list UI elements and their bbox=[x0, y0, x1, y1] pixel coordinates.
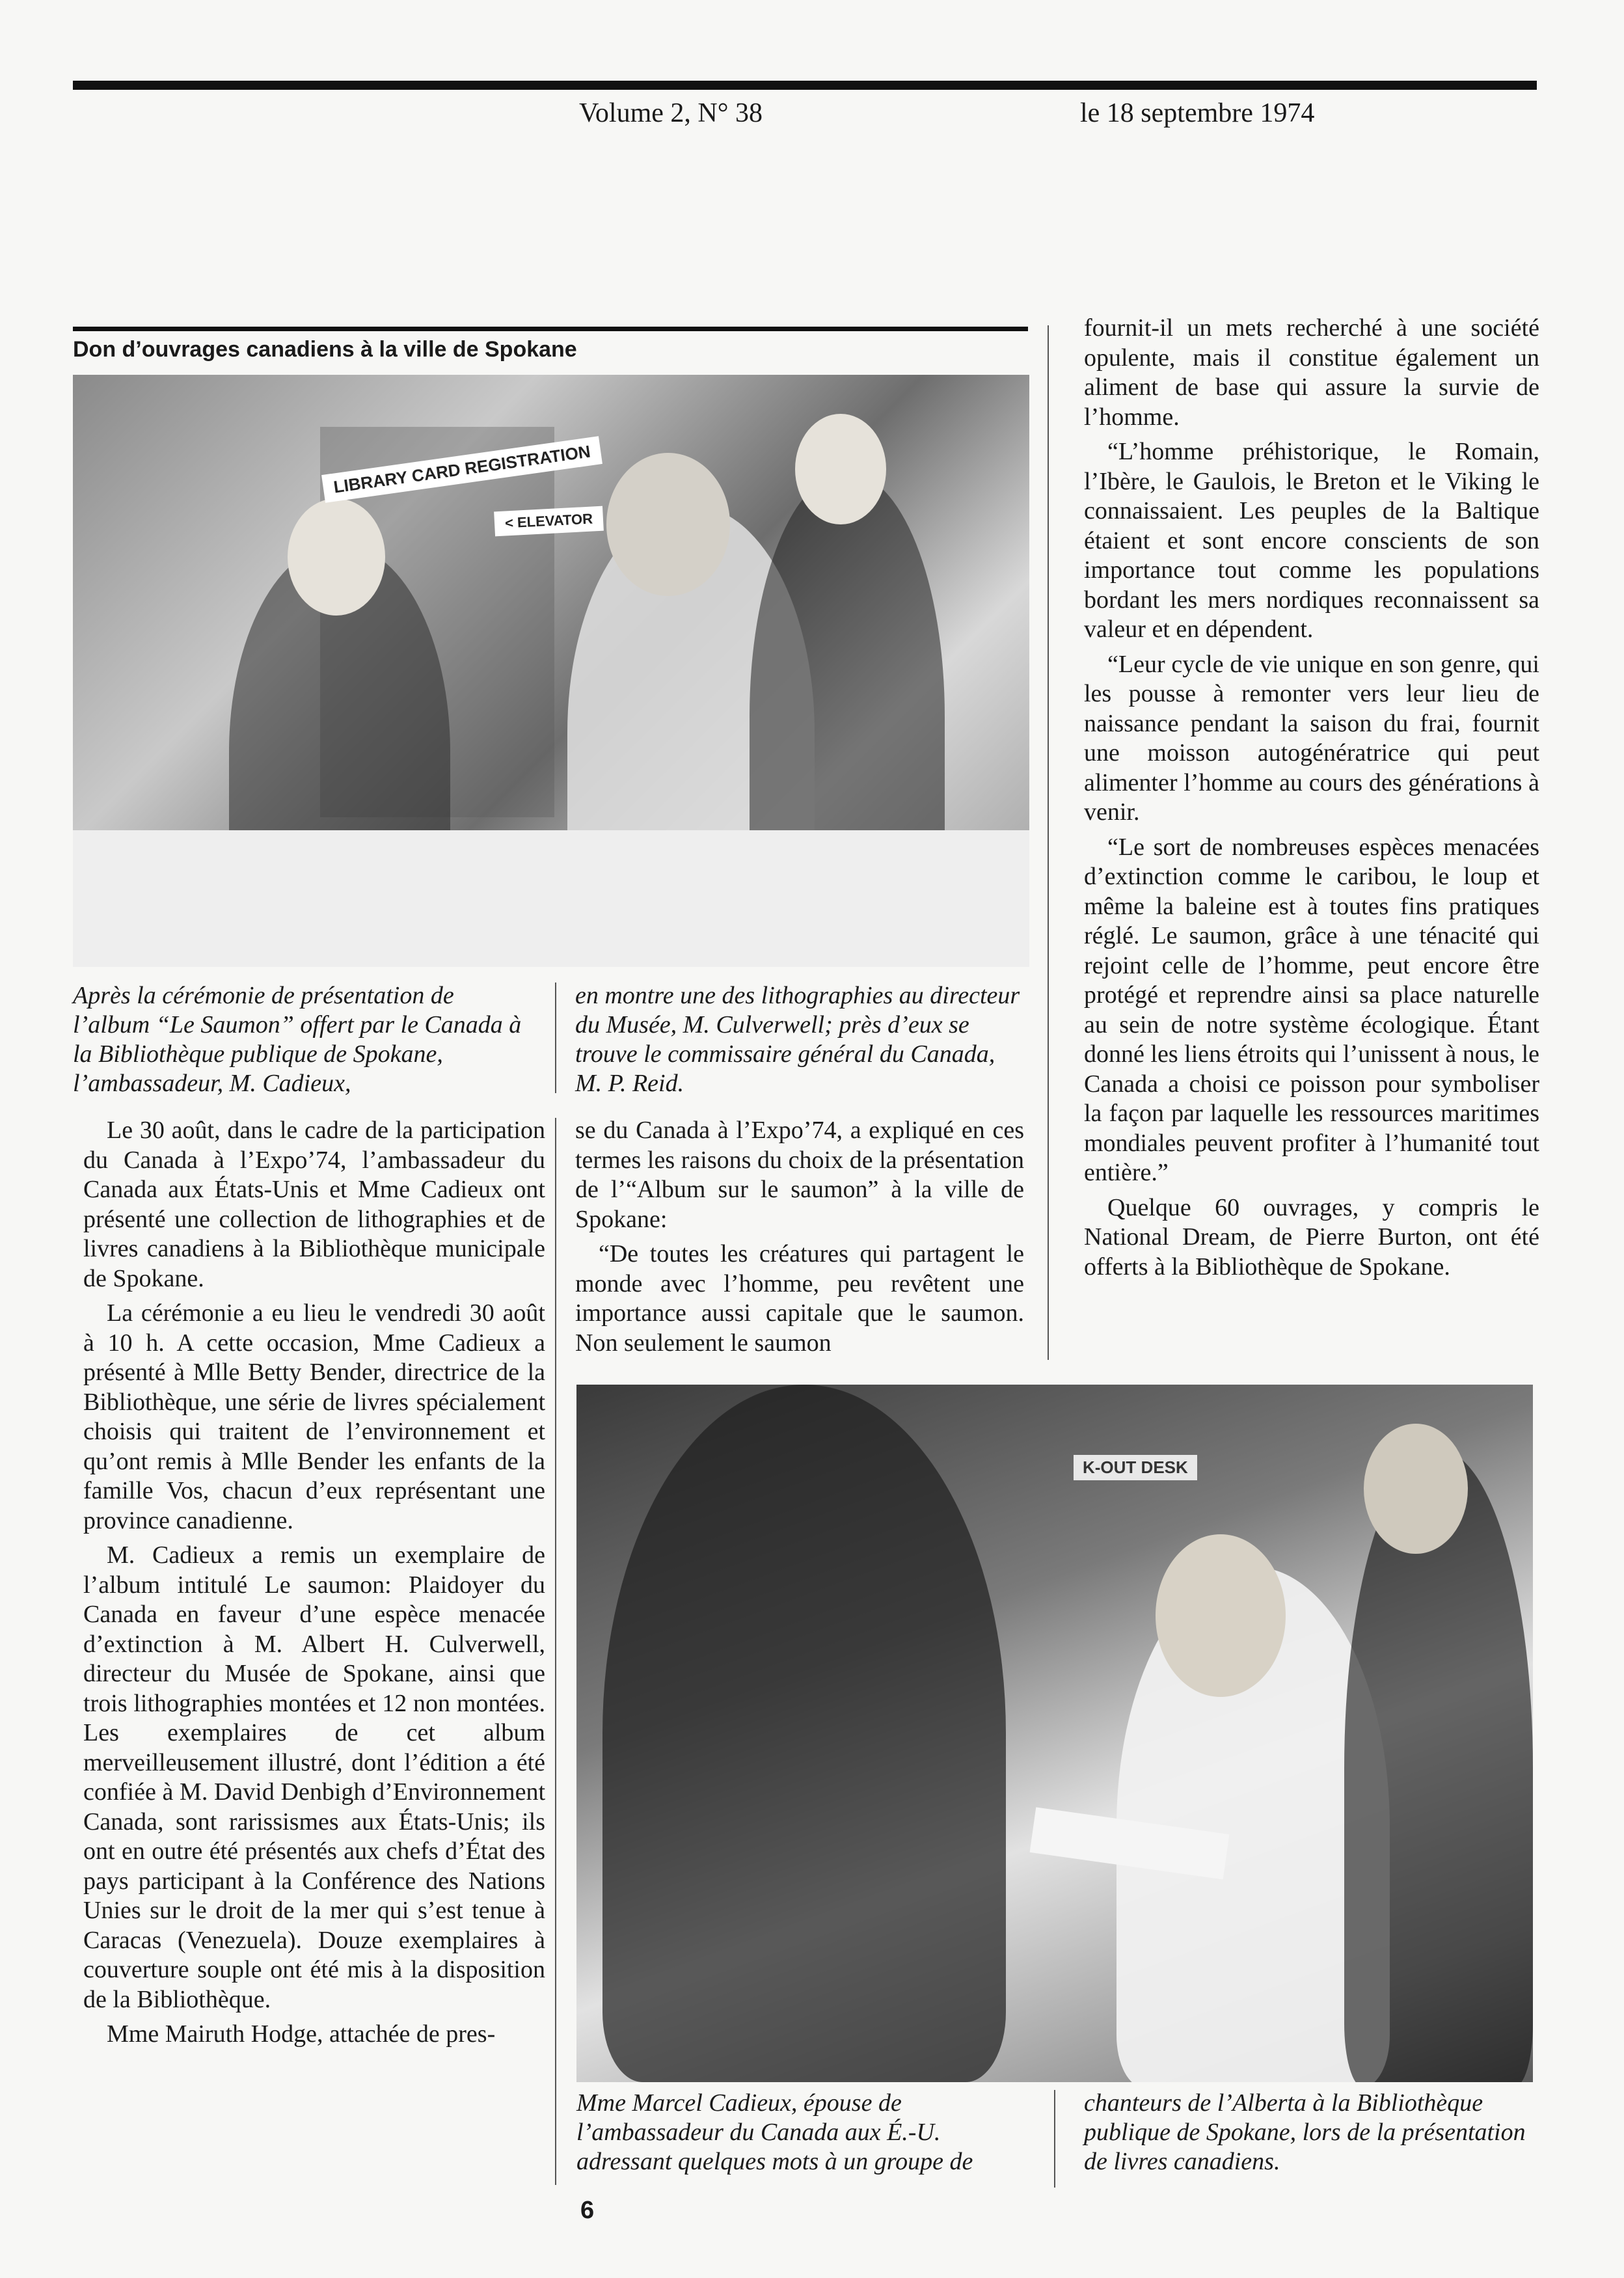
paragraph: fournit-il un mets recherché à une société opulente, mais il constitue également un aliment de base qui assure la survie de l’homme. bbox=[1084, 314, 1539, 431]
paragraph: “Leur cycle de vie unique en son genre, qui les pousse à remonter vers leur lieu de naissance pendant la saison du frai, fournit une moisson autogénératrice qui peut alimenter l’homme au cours des générations à venir. bbox=[1084, 650, 1539, 826]
top-rule bbox=[73, 81, 1537, 90]
paragraph: La cérémonie a eu lieu le vendredi 30 août à 10 h. A cette occasion, Mme Cadieux a présenté à Mlle Betty Bender, directrice de la Bibliothèque, une série de livres spécialement choisis qui traitent de l’environnement et qu’ont remis à Mlle Bender les enfants de la famille Vos, chacun d’eux représentant une province canadienne. bbox=[83, 1299, 545, 1534]
photo1-caption-left: Après la cérémonie de présentation de l’album “Le Saumon” offert par le Canada à la Bibliothèque publique de Spokane, l’ambassadeur, M. Cadieux, bbox=[73, 982, 522, 1097]
article-column-1 bbox=[83, 1116, 545, 2055]
column-divider bbox=[555, 1118, 556, 2185]
paragraph: “De toutes les créatures qui partagent le monde avec l’homme, peu revêtent une importance aussi capitale que le saumon. Non seulement le saumon bbox=[575, 1240, 1024, 1357]
article-title: Don d’ouvrages canadiens à la ville de Spokane bbox=[73, 337, 577, 362]
singers-photo bbox=[576, 1385, 1533, 2082]
article-column-3 bbox=[1084, 314, 1539, 1287]
caption-divider bbox=[1054, 2090, 1055, 2188]
photo2-caption-right: chanteurs de l’Alberta à la Bibliothèque publique de Spokane, lors de la présentation de livres canadiens. bbox=[1084, 2089, 1526, 2175]
library-sign: LIBRARY CARD REGISTRATION bbox=[321, 436, 602, 502]
paragraph: Le 30 août, dans le cadre de la participation du Canada à l’Expo’74, l’ambassadeur du Canada aux États-Unis et Mme Cadieux ont présenté une collection de lithographies et de livres canadiens à la Bibliothèque municipale de Spokane. bbox=[83, 1117, 545, 1292]
person-head bbox=[1156, 1534, 1286, 1697]
paragraph: se du Canada à l’Expo’74, a expliqué en ces termes les raisons du choix de la présentation de l’“Album sur le saumon” à la ville de Spokane: bbox=[575, 1117, 1024, 1233]
article-column-2 bbox=[575, 1116, 1024, 1363]
person-head bbox=[1364, 1424, 1468, 1554]
caption-divider bbox=[555, 983, 556, 1093]
issue-date: le 18 septembre 1974 bbox=[1080, 98, 1315, 128]
column-divider bbox=[1048, 325, 1049, 1360]
paragraph: Mme Mairuth Hodge, attachée de pres- bbox=[107, 2020, 496, 2048]
paragraph: “L’homme préhistorique, le Romain, l’Ibère, le Gaulois, le Breton et le Viking le connaissaient. Les peuples de la Baltique étaient et sont encore conscients de son importance tout comme les populations bordant les mers nordiques reconnaissent sa valeur et en dépendent. bbox=[1084, 438, 1539, 643]
paragraph: M. Cadieux a remis un exemplaire de l’album intitulé Le saumon: Plaidoyer du Canada en faveur d’une espèce menacée d’extinction à M. Albert H. Culverwell, directeur du Musée de Spokane, ainsi que trois lithographies montées et 12 non montées. Les exemplaires de cet album merveilleusement illustré, dont l’édition a été confiée à M. David Denbigh d’Environnement Canada, sont rarissismes aux États-Unis; ils ont en outre été présentés aux chefs d’État des pays participant à la Conférence des Nations Unies sur le droit de la mer qui s’est tenue à Caracas (Venezuela). Douze exemplaires à couverture souple ont été mis à la disposition de la Bibliothèque. bbox=[83, 1541, 545, 2013]
display-table bbox=[73, 830, 1029, 967]
photo1-caption-right: en montre une des lithographies au directeur du Musée, M. Culverwell; près d’eux se trouve le commissaire général du Canada, M. P. Reid. bbox=[575, 982, 1020, 1097]
person-head bbox=[795, 414, 886, 524]
person-silhouette bbox=[602, 1385, 1006, 2082]
person-head bbox=[288, 498, 385, 616]
section-rule bbox=[73, 327, 1028, 331]
checkout-desk-sign: K-OUT DESK bbox=[1074, 1455, 1197, 1480]
elevator-sign: < ELEVATOR bbox=[494, 506, 604, 537]
page-number: 6 bbox=[580, 2197, 595, 2224]
volume-number: Volume 2, N° 38 bbox=[579, 98, 763, 128]
paragraph: “Le sort de nombreuses espèces menacées d’extinction comme le caribou, le loup et même la baleine est à toutes fins pratiques réglé. Le saumon, grâce à une ténacité qui rejoint celle de l’homme, peut encore être protégé et reprendre ainsi sa place naturelle au sein de notre système écologique. Étant donné les liens étroits qui l’unissent à nous, le Canada a choisi ce poisson pour symboliser la façon par laquelle les ressources maritimes mondiales peuvent profiter à l’humanité tout entière.” bbox=[1084, 833, 1539, 1186]
paragraph: Quelque 60 ouvrages, y compris le National Dream, de Pierre Burton, ont été offerts à la Bibliothèque de Spokane. bbox=[1084, 1193, 1539, 1281]
photo2-caption-left: Mme Marcel Cadieux, épouse de l’ambassadeur du Canada aux É.-U. adressant quelques mots à un groupe de bbox=[576, 2089, 973, 2175]
person-head bbox=[606, 453, 730, 596]
